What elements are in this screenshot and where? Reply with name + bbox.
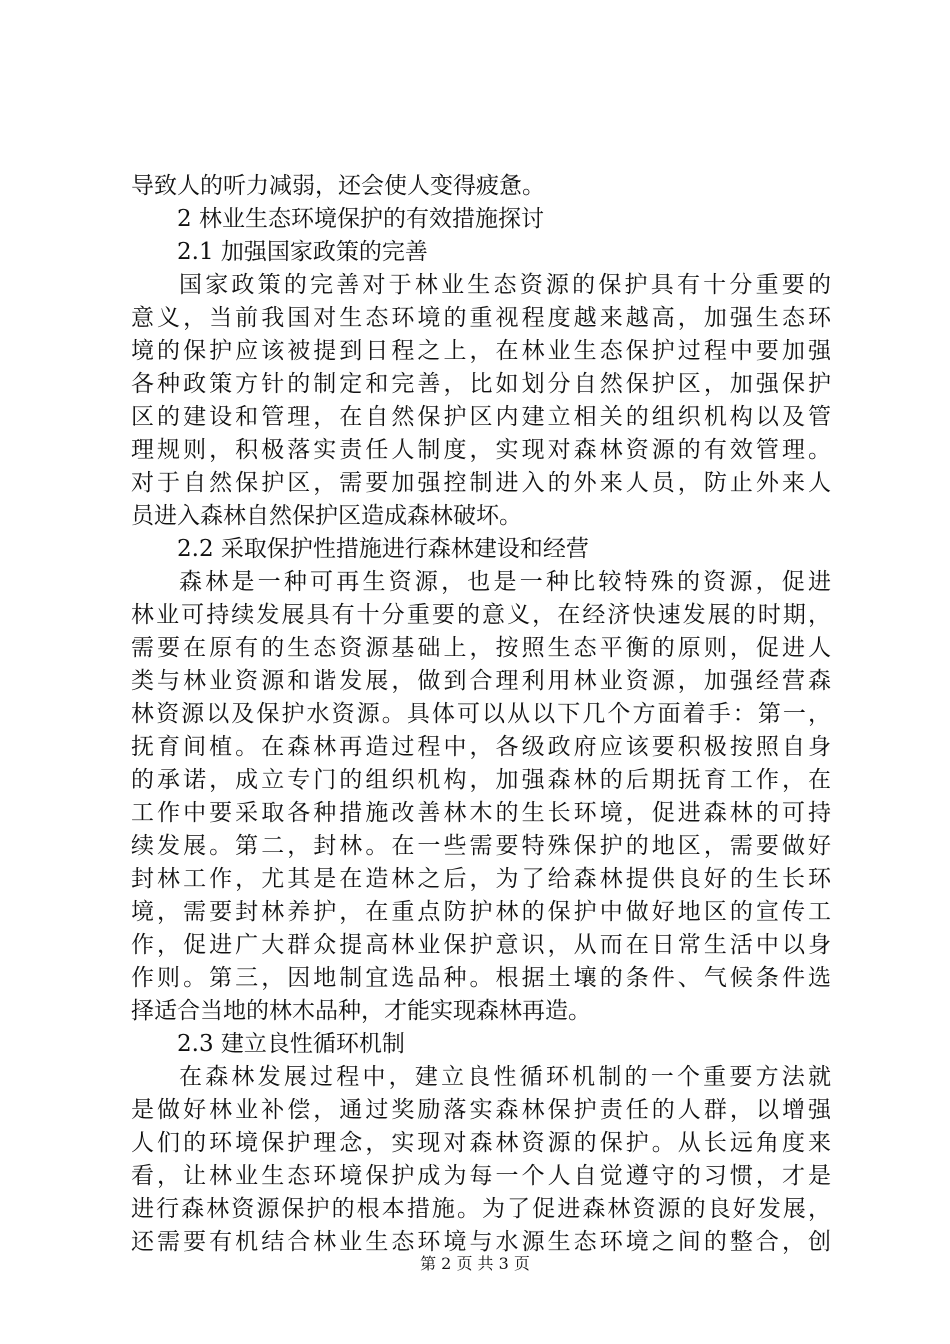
paragraph-line: 理规则，积极落实责任人制度，实现对森林资源的有效管理。 <box>131 437 831 463</box>
section-heading: 2 林业生态环境保护的有效措施探讨 <box>177 206 544 232</box>
document-body <box>131 170 831 1259</box>
paragraph-line: 国家政策的完善对于林业生态资源的保护具有十分重要的 <box>179 272 831 298</box>
paragraph-line: 森林是一种可再生资源，也是一种比较特殊的资源，促进 <box>179 569 831 595</box>
paragraph-line: 对于自然保护区，需要加强控制进入的外来人员，防止外来人 <box>131 470 831 496</box>
paragraph-line: 需要在原有的生态资源基础上，按照生态平衡的原则，促进人 <box>131 635 831 661</box>
paragraph-line: 在森林发展过程中，建立良性循环机制的一个重要方法就 <box>179 1064 831 1090</box>
paragraph-line: 看，让林业生态环境保护成为每一个人自觉遵守的习惯，才是 <box>131 1163 831 1189</box>
section-heading: 2.2 采取保护性措施进行森林建设和经营 <box>177 536 589 562</box>
paragraph-line: 类与林业资源和谐发展，做到合理利用林业资源，加强经营森 <box>131 668 831 694</box>
paragraph-line: 抚育间植。在森林再造过程中，各级政府应该要积极按照自身 <box>131 734 831 760</box>
paragraph-line: 作则。第三，因地制宜选品种。根据土壤的条件、气候条件选 <box>131 965 831 991</box>
paragraph-line: 封林工作，尤其是在造林之后，为了给森林提供良好的生长环 <box>131 866 831 892</box>
paragraph-line: 作，促进广大群众提高林业保护意识，从而在日常生活中以身 <box>131 932 831 958</box>
paragraph-line: 进行森林资源保护的根本措施。为了促进森林资源的良好发展， <box>131 1196 831 1222</box>
paragraph-line: 林业可持续发展具有十分重要的意义，在经济快速发展的时期， <box>131 602 831 628</box>
paragraph-line: 择适合当地的林木品种，才能实现森林再造。 <box>131 998 591 1024</box>
paragraph-line: 各种政策方针的制定和完善，比如划分自然保护区，加强保护 <box>131 371 831 397</box>
paragraph-line: 员进入森林自然保护区造成森林破坏。 <box>131 503 522 529</box>
paragraph-line: 区的建设和管理，在自然保护区内建立相关的组织机构以及管 <box>131 404 831 430</box>
paragraph-line: 林资源以及保护水资源。具体可以从以下几个方面着手：第一， <box>131 701 831 727</box>
section-heading: 2.3 建立良性循环机制 <box>177 1031 405 1057</box>
paragraph-line: 境的保护应该被提到日程之上，在林业生态保护过程中要加强 <box>131 338 831 364</box>
paragraph-line: 境，需要封林养护，在重点防护林的保护中做好地区的宣传工 <box>131 899 831 925</box>
page-footer: 第 2 页 共 3 页 <box>420 1254 530 1273</box>
section-heading: 2.1 加强国家政策的完善 <box>177 239 428 265</box>
paragraph-line: 意义，当前我国对生态环境的重视程度越来越高，加强生态环 <box>131 305 831 331</box>
paragraph-line: 是做好林业补偿，通过奖励落实森林保护责任的人群，以增强 <box>131 1097 831 1123</box>
paragraph-line: 的承诺，成立专门的组织机构，加强森林的后期抚育工作，在 <box>131 767 831 793</box>
paragraph-line: 人们的环境保护理念，实现对森林资源的保护。从长远角度来 <box>131 1130 831 1156</box>
paragraph-line: 还需要有机结合林业生态环境与水源生态环境之间的整合，创 <box>131 1229 831 1255</box>
paragraph-line: 导致人的听力减弱，还会使人变得疲惫。 <box>131 173 545 199</box>
paragraph-line: 工作中要采取各种措施改善林木的生长环境，促进森林的可持 <box>131 800 831 826</box>
paragraph-line: 续发展。第二，封林。在一些需要特殊保护的地区，需要做好 <box>131 833 831 859</box>
